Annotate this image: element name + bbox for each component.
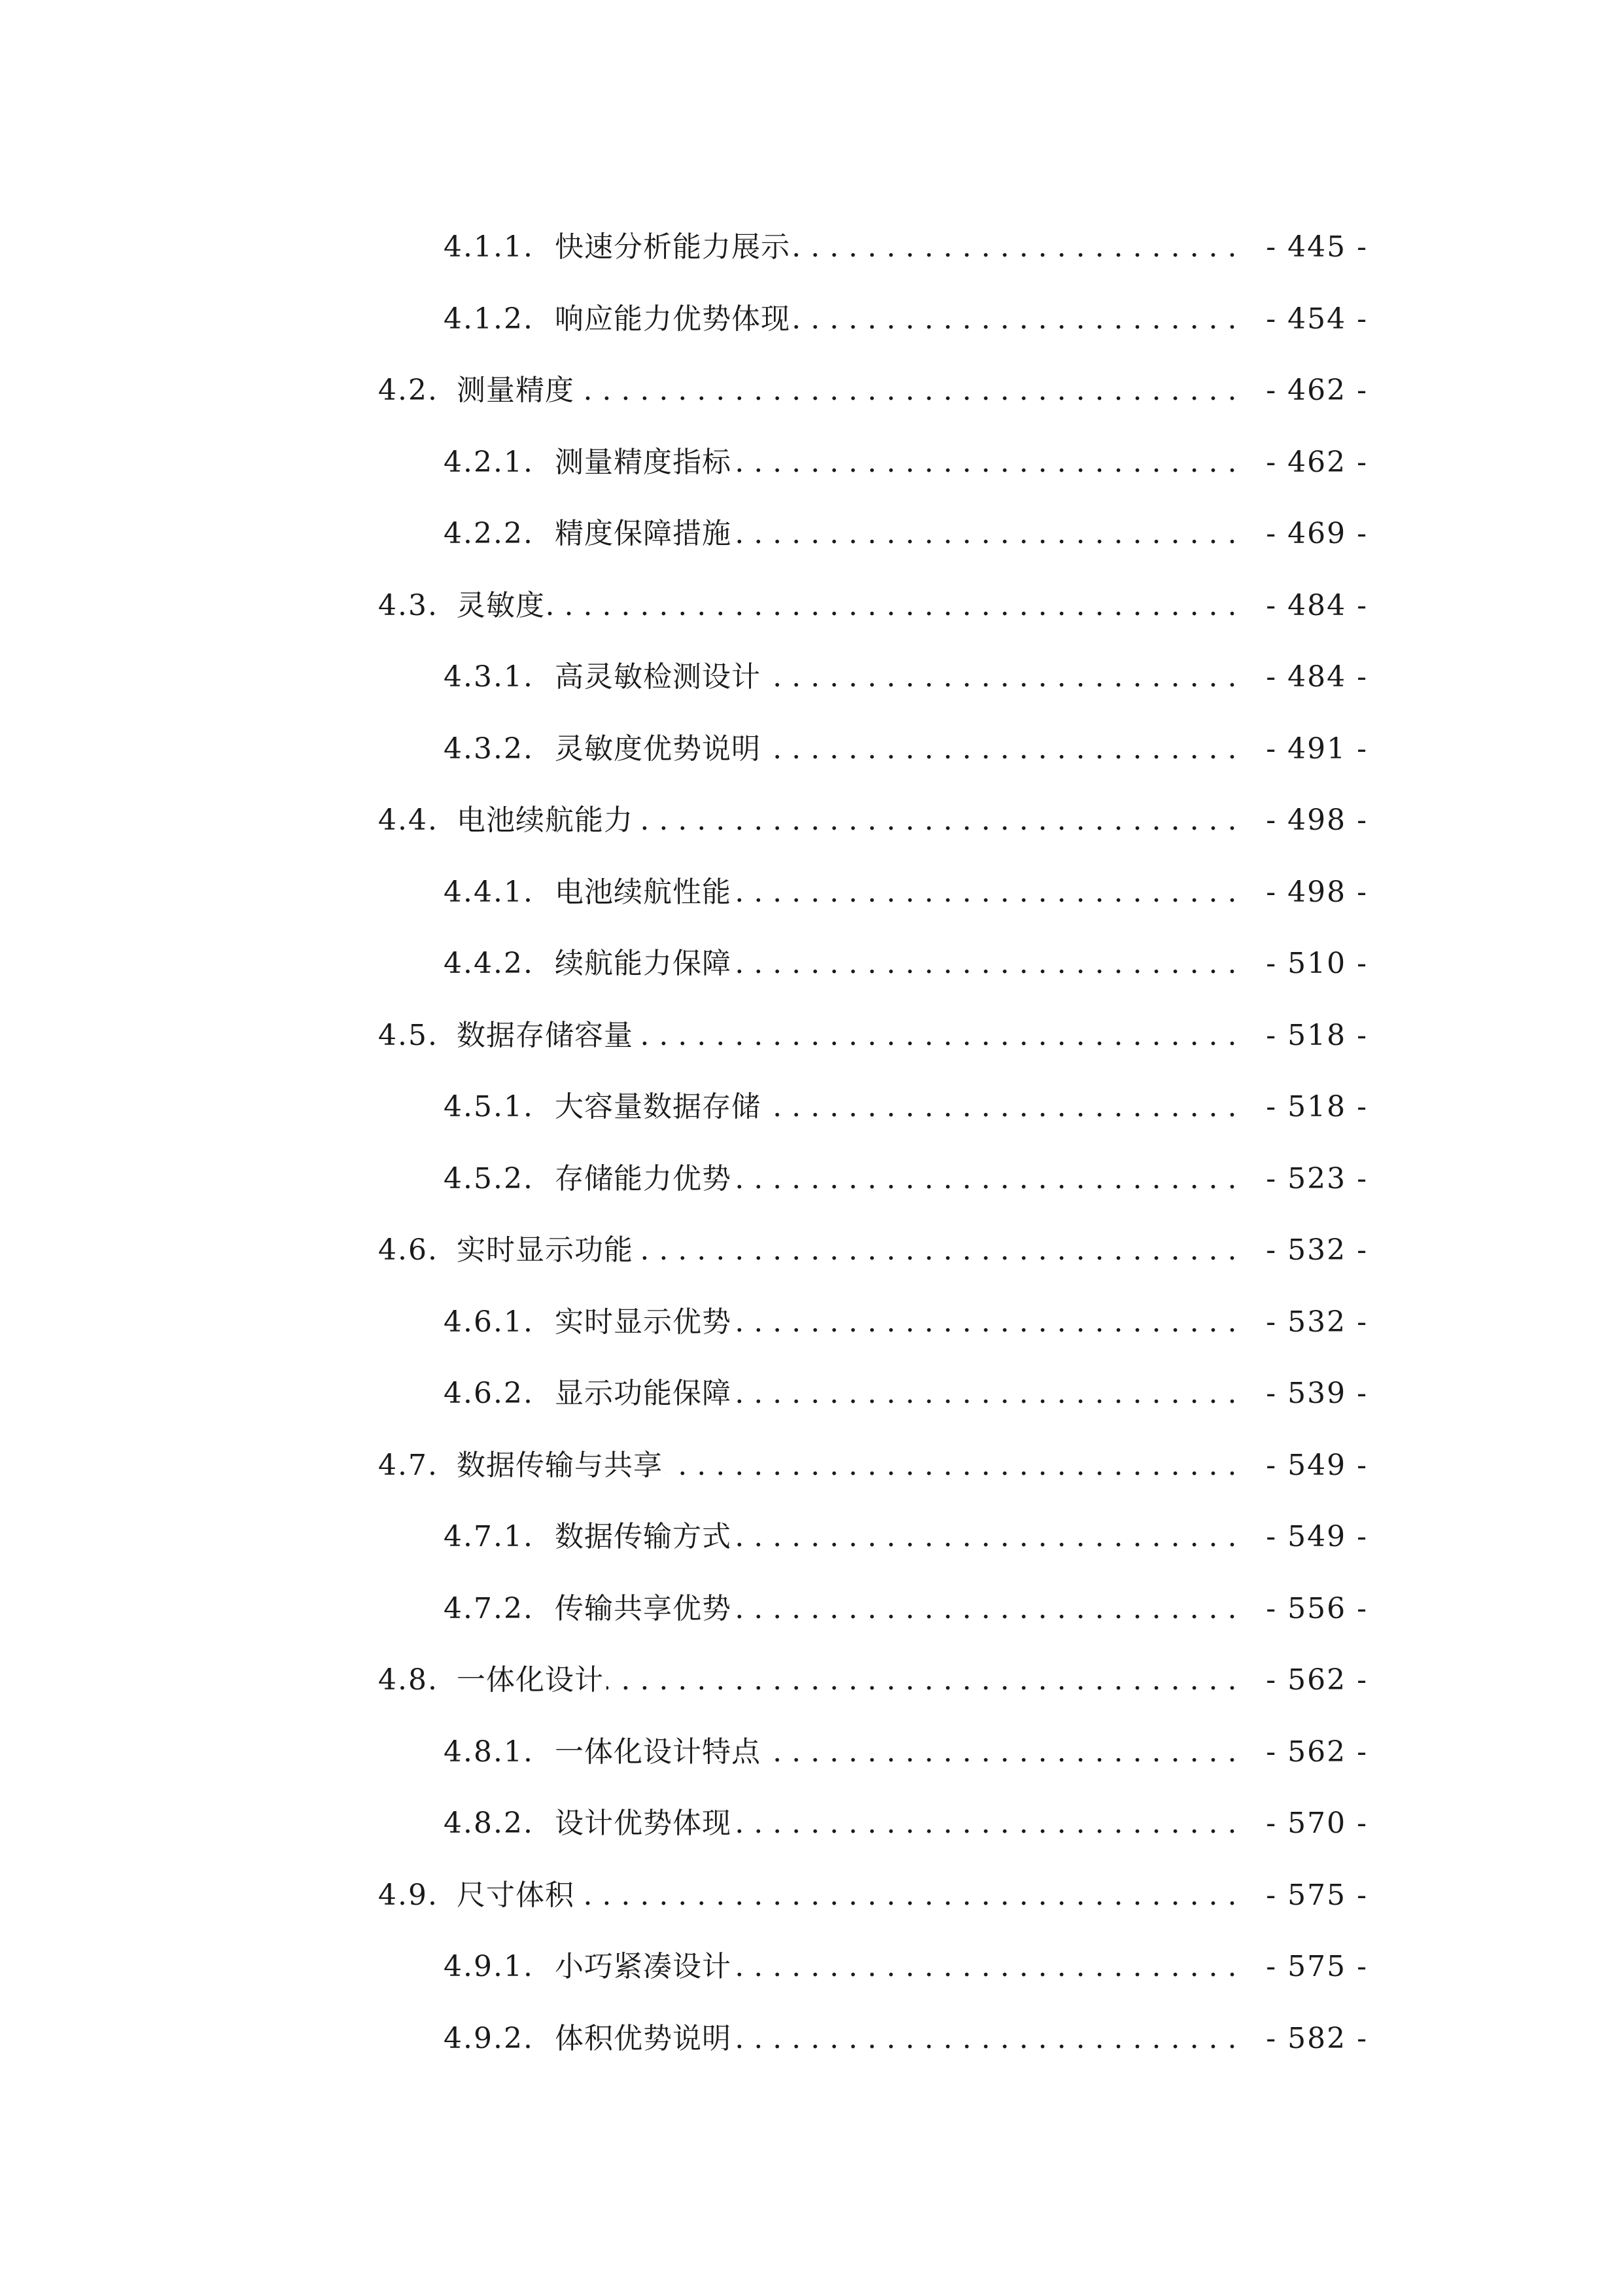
toc-dot-leader	[734, 1523, 1237, 1551]
toc-entry[interactable]	[378, 1845, 1368, 1910]
toc-entry[interactable]	[378, 1629, 1368, 1695]
toc-entry-title: 数据传输方式	[555, 1520, 731, 1553]
toc-entry-page: - 484 -	[1266, 660, 1368, 694]
toc-entry-number: 4.8.1.	[444, 1735, 534, 1769]
toc-dot-leader	[636, 806, 1237, 835]
toc-dot-leader	[763, 735, 1237, 764]
toc-dot-leader	[606, 1666, 1237, 1695]
toc-entry-title: 大容量数据存储	[555, 1090, 761, 1123]
toc-entry-page: - 575 -	[1266, 1950, 1368, 1983]
toc-entry[interactable]	[444, 1343, 1368, 1408]
toc-entry-title: 测量精度指标	[555, 446, 731, 479]
toc-entry-title: 高灵敏检测设计	[555, 660, 761, 694]
toc-entry-page: - 562 -	[1266, 1663, 1368, 1697]
toc-dot-leader	[734, 1952, 1237, 1981]
toc-entry[interactable]	[444, 1916, 1368, 1981]
toc-entry-title: 数据存储容量	[457, 1019, 633, 1052]
toc-entry-page: - 549 -	[1266, 1449, 1368, 1482]
toc-entry-number: 4.4.2.	[444, 947, 534, 980]
toc-entry-page: - 445 -	[1266, 230, 1368, 264]
toc-entry-title: 小巧紧凑设计	[555, 1950, 731, 1983]
toc-entry[interactable]	[378, 555, 1368, 620]
toc-entry[interactable]	[444, 483, 1368, 548]
toc-entry-number: 4.5.2.	[444, 1162, 534, 1195]
toc-entry[interactable]	[378, 985, 1368, 1050]
toc-entry-page: - 498 -	[1266, 804, 1368, 837]
toc-entry-number: 4.9.	[378, 1879, 438, 1912]
toc-entry-number: 4.3.1.	[444, 660, 534, 694]
toc-entry-page: - 462 -	[1266, 446, 1368, 479]
toc-entry[interactable]	[444, 1988, 1368, 2053]
toc-entry-page: - 532 -	[1266, 1233, 1368, 1267]
toc-entry-title: 存储能力优势	[555, 1162, 731, 1195]
toc-entry-number: 4.2.2.	[444, 517, 534, 550]
toc-dot-leader	[577, 1881, 1237, 1910]
toc-entry-number: 4.9.1.	[444, 1950, 534, 1983]
toc-dot-leader	[734, 1595, 1237, 1623]
toc-dot-leader	[734, 448, 1237, 477]
toc-entry-page: - 518 -	[1266, 1090, 1368, 1123]
toc-entry[interactable]	[444, 1271, 1368, 1337]
toc-entry-number: 4.2.	[378, 374, 438, 407]
toc-entry[interactable]	[378, 769, 1368, 835]
toc-entry-title: 灵敏度	[457, 589, 545, 622]
toc-entry-page: - 562 -	[1266, 1735, 1368, 1769]
toc-entry-number: 4.9.2.	[444, 2022, 534, 2055]
toc-entry-page: - 556 -	[1266, 1592, 1368, 1625]
toc-entry-number: 4.5.	[378, 1019, 438, 1052]
toc-entry-number: 4.8.2.	[444, 1807, 534, 1840]
toc-entry-title: 灵敏度优势说明	[555, 732, 761, 766]
toc-entry[interactable]	[444, 1773, 1368, 1838]
toc-entry[interactable]	[444, 1558, 1368, 1623]
toc-dot-leader	[577, 376, 1237, 405]
toc-entry-number: 4.6.2.	[444, 1377, 534, 1410]
toc-entry[interactable]	[444, 268, 1368, 334]
toc-entry-page: - 491 -	[1266, 732, 1368, 766]
toc-dot-leader	[734, 1809, 1237, 1838]
toc-entry[interactable]	[444, 913, 1368, 978]
toc-entry-page: - 510 -	[1266, 947, 1368, 980]
toc-dot-leader	[763, 1738, 1237, 1767]
toc-entry-title: 尺寸体积	[457, 1879, 574, 1912]
toc-entry-number: 4.7.	[378, 1449, 438, 1482]
toc-entry[interactable]	[378, 1415, 1368, 1480]
toc-entry[interactable]	[444, 1486, 1368, 1551]
toc-entry[interactable]	[444, 698, 1368, 764]
toc-entry-number: 4.2.1.	[444, 446, 534, 479]
toc-entry-page: - 549 -	[1266, 1520, 1368, 1553]
toc-entry[interactable]	[444, 1056, 1368, 1122]
toc-entry-title: 续航能力保障	[555, 947, 731, 980]
toc-entry-title: 显示功能保障	[555, 1377, 731, 1410]
toc-entry-page: - 523 -	[1266, 1162, 1368, 1195]
toc-entry-page: - 469 -	[1266, 517, 1368, 550]
toc-entry-page: - 582 -	[1266, 2022, 1368, 2055]
toc-entry-page: - 539 -	[1266, 1377, 1368, 1410]
toc-entry-title: 传输共享优势	[555, 1592, 731, 1625]
toc-entry-title: 数据传输与共享	[457, 1449, 663, 1482]
toc-dot-leader	[734, 1379, 1237, 1408]
toc-dot-leader	[734, 520, 1237, 548]
toc-entry-title: 实时显示优势	[555, 1305, 731, 1339]
toc-dot-leader	[763, 663, 1237, 692]
toc-entry-page: - 532 -	[1266, 1305, 1368, 1339]
toc-entry[interactable]	[444, 841, 1368, 907]
toc-entry-title: 设计优势体现	[555, 1807, 731, 1840]
toc-entry-number: 4.8.	[378, 1663, 438, 1697]
toc-entry[interactable]	[444, 626, 1368, 692]
toc-dot-leader	[793, 305, 1237, 334]
toc-entry-page: - 462 -	[1266, 374, 1368, 407]
toc-entry-number: 4.1.2.	[444, 302, 534, 336]
toc-entry-number: 4.6.	[378, 1233, 438, 1267]
toc-dot-leader	[734, 1308, 1237, 1337]
toc-entry[interactable]	[444, 412, 1368, 477]
toc-dot-leader	[734, 1165, 1237, 1193]
toc-dot-leader	[734, 2024, 1237, 2053]
toc-entry-title: 测量精度	[457, 374, 574, 407]
toc-entry-page: - 575 -	[1266, 1879, 1368, 1912]
toc-entry-number: 4.5.1.	[444, 1090, 534, 1123]
toc-entry-page: - 570 -	[1266, 1807, 1368, 1840]
toc-entry-page: - 454 -	[1266, 302, 1368, 336]
toc-entry-page: - 484 -	[1266, 589, 1368, 622]
toc-entry-title: 实时显示功能	[457, 1233, 633, 1267]
toc-entry-number: 4.1.1.	[444, 230, 534, 264]
toc-entry[interactable]	[444, 1701, 1368, 1767]
toc-entry-title: 快速分析能力展示	[555, 230, 790, 264]
toc-dot-leader	[548, 592, 1237, 620]
toc-dot-leader	[734, 878, 1237, 907]
toc-entry-title: 电池续航能力	[457, 804, 633, 837]
toc-dot-leader	[636, 1236, 1237, 1265]
toc-entry-number: 4.3.2.	[444, 732, 534, 766]
toc-entry-number: 4.3.	[378, 589, 438, 622]
toc-entry-title: 响应能力优势体现	[555, 302, 790, 336]
toc-dot-leader	[734, 949, 1237, 978]
toc-entry[interactable]	[378, 340, 1368, 405]
toc-entry-title: 精度保障措施	[555, 517, 731, 550]
toc-entry-number: 4.7.1.	[444, 1520, 534, 1553]
toc-dot-leader	[636, 1021, 1237, 1050]
toc-entry-number: 4.4.	[378, 804, 438, 837]
toc-entry-number: 4.6.1.	[444, 1305, 534, 1339]
toc-entry-number: 4.4.1.	[444, 875, 534, 909]
toc-entry[interactable]	[444, 196, 1368, 262]
toc-entry[interactable]	[378, 1199, 1368, 1265]
toc-dot-leader	[763, 1093, 1237, 1122]
toc-entry-page: - 518 -	[1266, 1019, 1368, 1052]
toc-dot-leader	[665, 1451, 1237, 1480]
toc-entry-number: 4.7.2.	[444, 1592, 534, 1625]
toc-entry-title: 体积优势说明	[555, 2022, 731, 2055]
toc-entry-title: 电池续航性能	[555, 875, 731, 909]
toc-entry-page: - 498 -	[1266, 875, 1368, 909]
toc-entry-title: 一体化设计	[457, 1663, 604, 1697]
toc-entry[interactable]	[444, 1128, 1368, 1193]
toc-dot-leader	[793, 233, 1237, 262]
toc-entry-title: 一体化设计特点	[555, 1735, 761, 1769]
